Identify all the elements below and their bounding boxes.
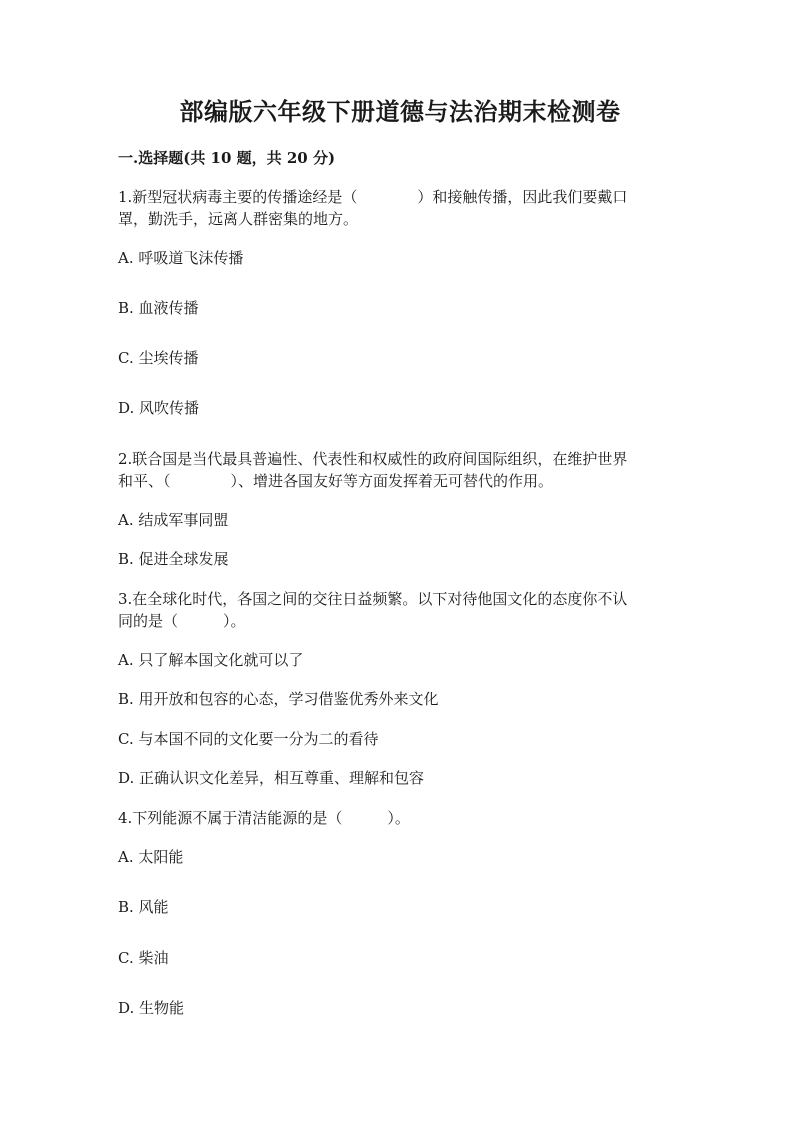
question-3-stem-line-1: 3.在全球化时代，各国之间的交往日益频繁。以下对待他国文化的态度你不认 xyxy=(118,590,628,608)
question-2-option-b: B. 促进全球发展 xyxy=(118,550,229,568)
question-3-option-c: C. 与本国不同的文化要一分为二的看待 xyxy=(118,730,379,748)
question-3-option-a: A. 只了解本国文化就可以了 xyxy=(118,651,304,669)
question-4-option-a: A. 太阳能 xyxy=(118,848,184,866)
section-heading: 一.选择题(共 10 题，共 20 分) xyxy=(118,149,336,167)
question-3-stem-line-2: 同的是（ ）。 xyxy=(118,612,246,630)
question-3-option-d: D. 正确认识文化差异，相互尊重、理解和包容 xyxy=(118,769,425,787)
question-1-option-d: D. 风吹传播 xyxy=(118,399,200,417)
question-2-stem-line-2: 和平、（ ）、增进各国友好等方面发挥着无可替代的作用。 xyxy=(118,472,554,490)
page-title: 部编版六年级下册道德与法治期末检测卷 xyxy=(179,97,621,126)
question-2-option-a: A. 结成军事同盟 xyxy=(118,511,229,529)
question-2-stem-line-1: 2.联合国是当代最具普遍性、代表性和权威性的政府间国际组织，在维护世界 xyxy=(118,450,628,468)
question-1-stem-line-2: 罩，勤洗手，远离人群密集的地方。 xyxy=(118,210,359,228)
question-1-stem-line-1: 1.新型冠状病毒主要的传播途经是（ ）和接触传播，因此我们要戴口 xyxy=(118,188,628,206)
question-1-option-c: C. 尘埃传播 xyxy=(118,349,199,367)
question-1-option-a: A. 呼吸道飞沫传播 xyxy=(118,249,244,267)
question-4-option-c: C. 柴油 xyxy=(118,949,169,967)
question-4-option-d: D. 生物能 xyxy=(118,999,185,1017)
question-3-option-b: B. 用开放和包容的心态，学习借鉴优秀外来文化 xyxy=(118,690,439,708)
question-1-option-b: B. 血液传播 xyxy=(118,299,199,317)
question-4-stem: 4.下列能源不属于清洁能源的是（ ）。 xyxy=(118,809,410,827)
question-4-option-b: B. 风能 xyxy=(118,898,169,916)
